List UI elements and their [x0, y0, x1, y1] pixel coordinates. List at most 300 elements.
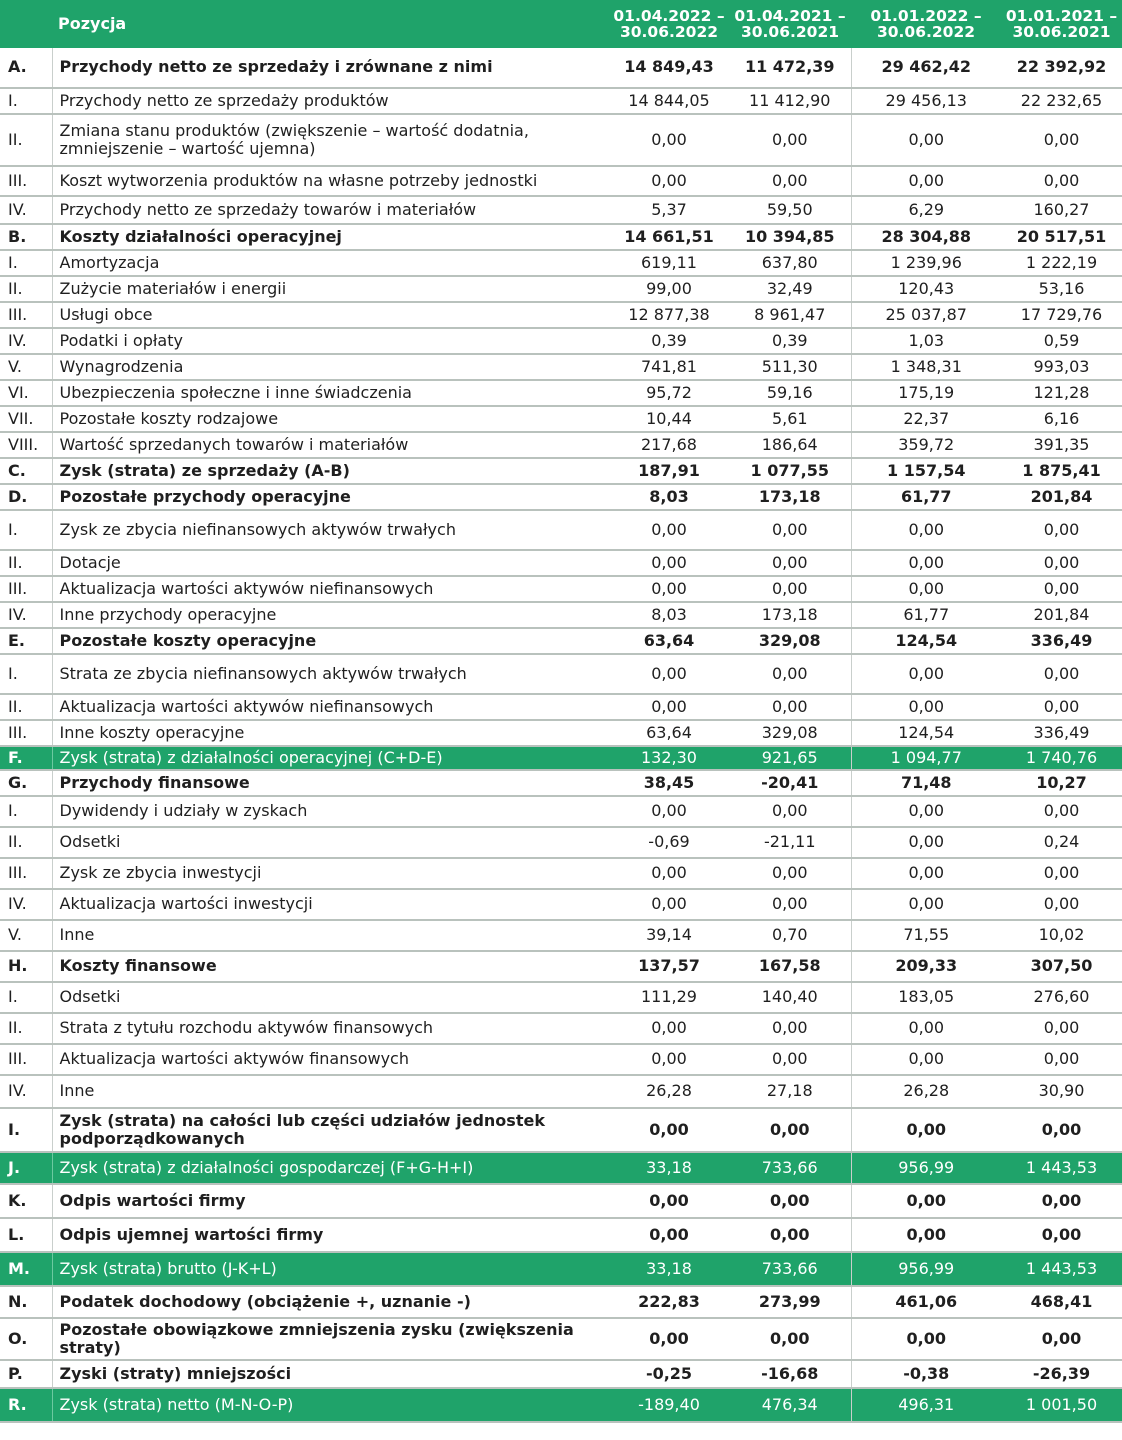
value-h1-2022: 0,00: [851, 1013, 1001, 1044]
value-q2-2022: 0,39: [651, 330, 687, 350]
value-q2-2022: 10,44: [646, 408, 692, 428]
value-q2-2022: 0,00: [651, 170, 687, 190]
value-h1-2021: 201,84: [1030, 486, 1093, 506]
value-q2-2022: 12 877,38: [628, 304, 710, 324]
value-q2-2022: 5,37: [651, 199, 687, 219]
value-q2-2021: 329,08: [758, 630, 821, 650]
row-code: II.: [0, 276, 52, 302]
value-h1-2021: 1 740,76: [1025, 747, 1098, 767]
row-label: Zysk (strata) z działalności operacyjnej (C+D-E): [59, 747, 443, 767]
table-row: [0, 1152, 1122, 1184]
value-h1-2021: 0,59: [1043, 330, 1080, 350]
value-q2-2022: 0,00: [649, 1328, 689, 1348]
value-h1-2022: 124,54: [851, 628, 1001, 654]
value-h1-2022: 461,06: [851, 1286, 1001, 1318]
value-h1-2022: 1 157,54: [851, 458, 1001, 484]
row-label: Pozostałe przychody operacyjne: [59, 486, 351, 506]
value-h1-2021: 0,00: [1043, 696, 1080, 716]
value-q2-2022: 8,03: [651, 604, 687, 624]
row-code: II.: [0, 114, 52, 166]
row-code: V.: [0, 920, 52, 951]
value-h1-2022: -0,38: [851, 1360, 1001, 1388]
value-q2-2022: 0,00: [651, 519, 687, 539]
table-row: [0, 602, 1122, 628]
value-h1-2021: 0,00: [1043, 519, 1080, 539]
table-row: [0, 458, 1122, 484]
value-q2-2021: 0,00: [771, 894, 808, 914]
value-q2-2022: 14 844,05: [628, 90, 710, 110]
value-q2-2022: 14 849,43: [624, 57, 714, 77]
value-h1-2021: 0,00: [1043, 1018, 1080, 1038]
value-q2-2021: 186,64: [761, 434, 818, 454]
row-code: R.: [0, 1388, 52, 1422]
table-row: [0, 224, 1122, 250]
table-row: [0, 951, 1122, 982]
row-code: II.: [0, 550, 52, 576]
row-code: K.: [0, 1184, 52, 1218]
row-label: Dywidendy i udziały w zyskach: [59, 801, 308, 821]
value-h1-2021: 0,00: [1041, 1328, 1082, 1348]
value-q2-2022: 0,00: [651, 663, 687, 683]
value-h1-2021: 17 729,76: [1020, 304, 1103, 324]
header-period-h1-2021: 01.01.2021 – 30.06.2021: [1005, 6, 1118, 41]
value-h1-2022: 0,00: [851, 550, 1001, 576]
value-q2-2021: 0,00: [770, 1119, 810, 1139]
value-h1-2022: 0,00: [851, 576, 1001, 602]
row-label: Pozostałe obowiązkowe zmniejszenia zysku (zwiększenia straty): [59, 1319, 574, 1357]
value-h1-2021: 336,49: [1030, 630, 1093, 650]
value-q2-2022: 111,29: [641, 987, 697, 1007]
row-code: D.: [0, 484, 52, 510]
value-q2-2022: 26,28: [646, 1081, 692, 1101]
value-q2-2021: 27,18: [766, 1081, 813, 1101]
row-code: I.: [0, 982, 52, 1013]
row-code: V.: [0, 354, 52, 380]
value-q2-2021: 637,80: [761, 252, 818, 272]
value-q2-2022: 38,45: [643, 772, 695, 792]
table-row: [0, 166, 1122, 196]
value-q2-2021: -21,11: [763, 832, 816, 852]
row-code: VI.: [0, 380, 52, 406]
row-label: Ubezpieczenia społeczne i inne świadczenia: [59, 382, 412, 402]
row-label: Przychody finansowe: [59, 772, 250, 792]
table-row: [0, 354, 1122, 380]
row-code: II.: [0, 827, 52, 858]
value-q2-2021: 0,39: [771, 330, 808, 350]
value-q2-2022: 63,64: [643, 630, 695, 650]
table-row: [0, 628, 1122, 654]
value-q2-2022: 63,64: [646, 722, 692, 742]
row-label: Koszt wytworzenia produktów na własne potrzeby jednostki: [59, 170, 538, 190]
value-q2-2022: 0,00: [651, 696, 687, 716]
value-h1-2021: 6,16: [1043, 408, 1080, 428]
value-h1-2021: 993,03: [1033, 356, 1090, 376]
value-q2-2022: 0,00: [651, 552, 687, 572]
value-h1-2021: 468,41: [1030, 1291, 1093, 1311]
table-row: [0, 1218, 1122, 1252]
value-h1-2021: 160,27: [1033, 199, 1090, 219]
value-q2-2022: 0,00: [649, 1224, 689, 1244]
value-q2-2021: 273,99: [758, 1291, 821, 1311]
value-h1-2022: 29 462,42: [851, 48, 1001, 88]
table-row: [0, 1108, 1122, 1152]
value-q2-2021: 59,50: [766, 199, 813, 219]
value-h1-2021: 22 232,65: [1020, 90, 1103, 110]
value-h1-2021: -26,39: [1032, 1363, 1091, 1383]
value-h1-2022: 183,05: [851, 982, 1001, 1013]
value-q2-2021: 0,70: [771, 925, 808, 945]
table-row: [0, 250, 1122, 276]
row-label: Koszty działalności operacyjnej: [59, 226, 342, 246]
value-h1-2022: 496,31: [851, 1388, 1001, 1422]
value-h1-2022: 0,00: [851, 1108, 1001, 1152]
row-label: Dotacje: [59, 552, 121, 572]
row-label: Zysk ze zbycia inwestycji: [59, 863, 262, 883]
value-q2-2021: 173,18: [758, 486, 821, 506]
value-q2-2021: 167,58: [758, 956, 821, 976]
row-label: Inne: [59, 925, 95, 945]
value-h1-2021: 1 443,53: [1025, 1157, 1098, 1177]
value-h1-2022: 0,00: [851, 114, 1001, 166]
value-h1-2022: 956,99: [851, 1152, 1001, 1184]
value-h1-2022: 22,37: [851, 406, 1001, 432]
row-code: III.: [0, 166, 52, 196]
value-q2-2022: 741,81: [641, 356, 697, 376]
value-q2-2021: 0,00: [771, 801, 808, 821]
value-q2-2022: 0,00: [651, 578, 687, 598]
table-row: [0, 694, 1122, 720]
row-label: Usługi obce: [59, 304, 153, 324]
row-code: A.: [0, 48, 52, 88]
value-q2-2022: 0,00: [649, 1190, 689, 1210]
table-row: [0, 827, 1122, 858]
value-h1-2021: 0,00: [1043, 578, 1080, 598]
row-label: Aktualizacja wartości aktywów niefinansowych: [59, 578, 434, 598]
value-h1-2022: 175,19: [851, 380, 1001, 406]
table-row: [0, 654, 1122, 694]
row-label: Odpis ujemnej wartości firmy: [59, 1224, 324, 1244]
row-label: Podatek dochodowy (obciążenie +, uznanie -): [59, 1291, 471, 1311]
row-code: N.: [0, 1286, 52, 1318]
value-h1-2021: 22 392,92: [1016, 57, 1107, 77]
value-q2-2022: 132,30: [641, 747, 697, 767]
value-h1-2021: 0,24: [1043, 832, 1080, 852]
value-q2-2021: 140,40: [761, 987, 818, 1007]
table-row: [0, 920, 1122, 951]
value-q2-2022: -0,25: [645, 1363, 693, 1383]
row-label: Koszty finansowe: [59, 956, 217, 976]
value-q2-2022: 14 661,51: [624, 226, 714, 246]
table-row: [0, 328, 1122, 354]
value-q2-2022: 33,18: [646, 1157, 692, 1177]
value-q2-2022: 8,03: [649, 486, 689, 506]
value-h1-2021: 201,84: [1033, 604, 1090, 624]
table-row: [0, 48, 1122, 88]
row-code: M.: [0, 1252, 52, 1286]
value-h1-2022: 0,00: [851, 1218, 1001, 1252]
value-h1-2021: 0,00: [1043, 552, 1080, 572]
row-label: Zysk (strata) ze sprzedaży (A-B): [59, 460, 350, 480]
value-q2-2021: 32,49: [766, 278, 813, 298]
value-h1-2021: 1 875,41: [1022, 460, 1101, 480]
value-q2-2021: 921,65: [761, 747, 818, 767]
row-label: Zmiana stanu produktów (zwiększenie – wartość dodatnia, zmniejszenie – wartość ujemna): [59, 120, 529, 158]
value-q2-2022: 0,00: [651, 129, 687, 149]
value-q2-2022: 187,91: [638, 460, 700, 480]
row-code: IV.: [0, 602, 52, 628]
value-h1-2022: 25 037,87: [851, 302, 1001, 328]
value-q2-2021: 0,00: [771, 1049, 808, 1069]
value-q2-2021: 0,00: [770, 1328, 810, 1348]
row-code: F.: [0, 746, 52, 770]
value-q2-2021: 59,16: [766, 382, 813, 402]
value-h1-2021: 53,16: [1038, 278, 1085, 298]
value-h1-2022: 209,33: [851, 951, 1001, 982]
header-period-q2-2022: 01.04.2022 – 30.06.2022: [613, 6, 725, 41]
row-label: Odsetki: [59, 987, 121, 1007]
row-label: Zysk (strata) netto (M-N-O-P): [59, 1394, 294, 1414]
value-q2-2021: 511,30: [761, 356, 818, 376]
value-h1-2021: 0,00: [1043, 663, 1080, 683]
value-q2-2021: 0,00: [770, 1224, 810, 1244]
value-h1-2022: 0,00: [851, 1044, 1001, 1075]
value-q2-2022: 33,18: [646, 1258, 692, 1278]
table-row: [0, 1044, 1122, 1075]
row-code: IV.: [0, 1075, 52, 1108]
value-q2-2021: 0,00: [771, 170, 808, 190]
value-h1-2022: 359,72: [851, 432, 1001, 458]
row-code: II.: [0, 694, 52, 720]
row-code: III.: [0, 1044, 52, 1075]
value-q2-2021: 8 961,47: [754, 304, 826, 324]
row-label: Zużycie materiałów i energii: [59, 278, 287, 298]
value-h1-2021: 1 222,19: [1025, 252, 1098, 272]
row-label: Amortyzacja: [59, 252, 160, 272]
value-h1-2021: 0,00: [1043, 894, 1080, 914]
table-row: [0, 1388, 1122, 1422]
row-label: Pozostałe koszty rodzajowe: [59, 408, 279, 428]
row-label: Zysk (strata) z działalności gospodarczej (F+G-H+I): [59, 1157, 474, 1177]
value-q2-2021: 0,00: [771, 552, 808, 572]
value-h1-2022: 0,00: [851, 796, 1001, 827]
table-row: [0, 1013, 1122, 1044]
row-code: C.: [0, 458, 52, 484]
value-q2-2021: 11 412,90: [749, 90, 831, 110]
value-h1-2021: 391,35: [1033, 434, 1090, 454]
value-h1-2021: 10,27: [1036, 772, 1087, 792]
value-q2-2022: 137,57: [638, 956, 700, 976]
table-row: [0, 720, 1122, 746]
value-q2-2022: 99,00: [646, 278, 692, 298]
row-label: Inne koszty operacyjne: [59, 722, 245, 742]
value-q2-2021: 173,18: [761, 604, 818, 624]
row-code: P.: [0, 1360, 52, 1388]
value-q2-2021: 0,00: [771, 578, 808, 598]
table-row: [0, 196, 1122, 224]
value-h1-2022: 0,00: [851, 1184, 1001, 1218]
value-h1-2022: 71,48: [851, 770, 1001, 796]
row-label: Strata ze zbycia niefinansowych aktywów trwałych: [59, 663, 467, 683]
table-row: [0, 276, 1122, 302]
value-h1-2021: 0,00: [1043, 170, 1080, 190]
value-h1-2022: 0,00: [851, 1318, 1001, 1360]
header-period-h1-2022: 01.01.2022 – 30.06.2022: [870, 6, 982, 41]
row-code: VII.: [0, 406, 52, 432]
value-h1-2021: 0,00: [1043, 1049, 1080, 1069]
table-row: [0, 770, 1122, 796]
value-q2-2021: 0,00: [771, 663, 808, 683]
value-h1-2021: 0,00: [1041, 1119, 1082, 1139]
table-row: [0, 1075, 1122, 1108]
table-row: [0, 796, 1122, 827]
value-h1-2022: 0,00: [851, 889, 1001, 920]
row-code: I.: [0, 1108, 52, 1152]
row-code: I.: [0, 796, 52, 827]
value-h1-2022: 61,77: [851, 602, 1001, 628]
row-label: Wartość sprzedanych towarów i materiałów: [59, 434, 409, 454]
row-label: Inne: [59, 1081, 95, 1101]
row-label: Odsetki: [59, 832, 121, 852]
table-row: [0, 432, 1122, 458]
row-label: Inne przychody operacyjne: [59, 604, 277, 624]
value-q2-2021: 733,66: [761, 1157, 818, 1177]
value-h1-2021: 121,28: [1033, 382, 1090, 402]
value-h1-2022: 0,00: [851, 654, 1001, 694]
value-q2-2022: 0,00: [651, 894, 687, 914]
row-label: Przychody netto ze sprzedaży produktów: [59, 90, 389, 110]
value-h1-2022: 61,77: [851, 484, 1001, 510]
value-q2-2021: 5,61: [771, 408, 808, 428]
row-label: Przychody netto ze sprzedaży i zrównane z nimi: [59, 57, 493, 77]
value-q2-2021: 0,00: [770, 1190, 810, 1210]
value-h1-2021: 1 001,50: [1025, 1394, 1098, 1414]
value-h1-2021: 307,50: [1030, 956, 1093, 976]
row-label: Aktualizacja wartości inwestycji: [59, 894, 313, 914]
value-h1-2021: 0,00: [1041, 1190, 1082, 1210]
row-code: H.: [0, 951, 52, 982]
row-code: I.: [0, 654, 52, 694]
value-q2-2021: -16,68: [761, 1363, 819, 1383]
value-q2-2021: 11 472,39: [744, 57, 835, 77]
row-code: IV.: [0, 328, 52, 354]
value-h1-2022: 1,03: [851, 328, 1001, 354]
header-position: Pozycja: [58, 13, 127, 33]
row-label: Zysk ze zbycia niefinansowych aktywów trwałych: [59, 519, 456, 539]
value-q2-2021: 10 394,85: [744, 226, 835, 246]
table-row: [0, 406, 1122, 432]
row-code: G.: [0, 770, 52, 796]
table-row: [0, 302, 1122, 328]
value-q2-2021: 0,00: [771, 863, 808, 883]
table-row: [0, 982, 1122, 1013]
row-code: J.: [0, 1152, 52, 1184]
row-code: III.: [0, 720, 52, 746]
value-h1-2022: 1 239,96: [851, 250, 1001, 276]
value-h1-2021: 0,00: [1043, 863, 1080, 883]
value-q2-2021: 0,00: [771, 1018, 808, 1038]
value-h1-2022: 71,55: [851, 920, 1001, 951]
row-label: Aktualizacja wartości aktywów niefinansowych: [59, 696, 434, 716]
table-row: [0, 550, 1122, 576]
row-code: I.: [0, 250, 52, 276]
value-h1-2022: 26,28: [851, 1075, 1001, 1108]
table-row: [0, 88, 1122, 114]
table-row: [0, 889, 1122, 920]
value-h1-2021: 30,90: [1038, 1081, 1085, 1101]
row-label: Zysk (strata) brutto (J-K+L): [59, 1258, 277, 1278]
table-row: [0, 510, 1122, 550]
table-row: [0, 1252, 1122, 1286]
value-h1-2022: 28 304,88: [851, 224, 1001, 250]
row-code: L.: [0, 1218, 52, 1252]
value-h1-2021: 0,00: [1041, 1224, 1082, 1244]
value-h1-2022: 0,00: [851, 858, 1001, 889]
row-code: IV.: [0, 889, 52, 920]
value-q2-2022: 0,00: [649, 1119, 689, 1139]
value-q2-2022: 0,00: [651, 1049, 687, 1069]
row-code: E.: [0, 628, 52, 654]
row-label: Podatki i opłaty: [59, 330, 183, 350]
row-code: I.: [0, 510, 52, 550]
value-q2-2022: -189,40: [638, 1394, 700, 1414]
value-h1-2021: 20 517,51: [1016, 226, 1107, 246]
row-label: Zyski (straty) mniejszości: [59, 1363, 292, 1383]
header-period-q2-2021: 01.04.2021 – 30.06.2021: [734, 6, 846, 41]
value-h1-2022: 0,00: [851, 510, 1001, 550]
value-h1-2022: 956,99: [851, 1252, 1001, 1286]
table-row: [0, 1286, 1122, 1318]
value-q2-2022: 95,72: [646, 382, 692, 402]
table-row: [0, 746, 1122, 770]
value-h1-2022: 29 456,13: [851, 88, 1001, 114]
table-row: [0, 1360, 1122, 1388]
table-header-row: [0, 0, 1122, 48]
value-h1-2021: 0,00: [1043, 129, 1080, 149]
row-label: Pozostałe koszty operacyjne: [59, 630, 317, 650]
value-q2-2022: 222,83: [638, 1291, 700, 1311]
value-h1-2022: 120,43: [851, 276, 1001, 302]
row-label: Wynagrodzenia: [59, 356, 184, 376]
value-q2-2021: 1 077,55: [750, 460, 829, 480]
row-label: Zysk (strata) na całości lub części udziałów jednostek podporządkowanych: [59, 1110, 545, 1148]
value-q2-2022: 0,00: [651, 801, 687, 821]
value-q2-2021: 0,00: [771, 519, 808, 539]
row-code: VIII.: [0, 432, 52, 458]
table-row: [0, 380, 1122, 406]
value-q2-2021: 0,00: [771, 696, 808, 716]
value-q2-2022: 0,00: [651, 863, 687, 883]
value-h1-2021: 0,00: [1043, 801, 1080, 821]
row-label: Strata z tytułu rozchodu aktywów finansowych: [59, 1018, 434, 1038]
row-label: Przychody netto ze sprzedaży towarów i materiałów: [59, 199, 477, 219]
value-h1-2022: 1 348,31: [851, 354, 1001, 380]
value-q2-2021: 0,00: [771, 129, 808, 149]
value-h1-2021: 336,49: [1033, 722, 1090, 742]
value-q2-2021: 329,08: [761, 722, 818, 742]
row-code: IV.: [0, 196, 52, 224]
value-h1-2021: 1 443,53: [1025, 1258, 1098, 1278]
value-q2-2021: 476,34: [761, 1394, 818, 1414]
value-h1-2022: 0,00: [851, 827, 1001, 858]
row-code: II.: [0, 1013, 52, 1044]
value-q2-2022: 619,11: [641, 252, 697, 272]
row-code: III.: [0, 576, 52, 602]
row-label: Aktualizacja wartości aktywów finansowych: [59, 1049, 409, 1069]
row-code: III.: [0, 858, 52, 889]
row-code: I.: [0, 88, 52, 114]
value-q2-2022: 0,00: [651, 1018, 687, 1038]
value-q2-2021: 733,66: [761, 1258, 818, 1278]
